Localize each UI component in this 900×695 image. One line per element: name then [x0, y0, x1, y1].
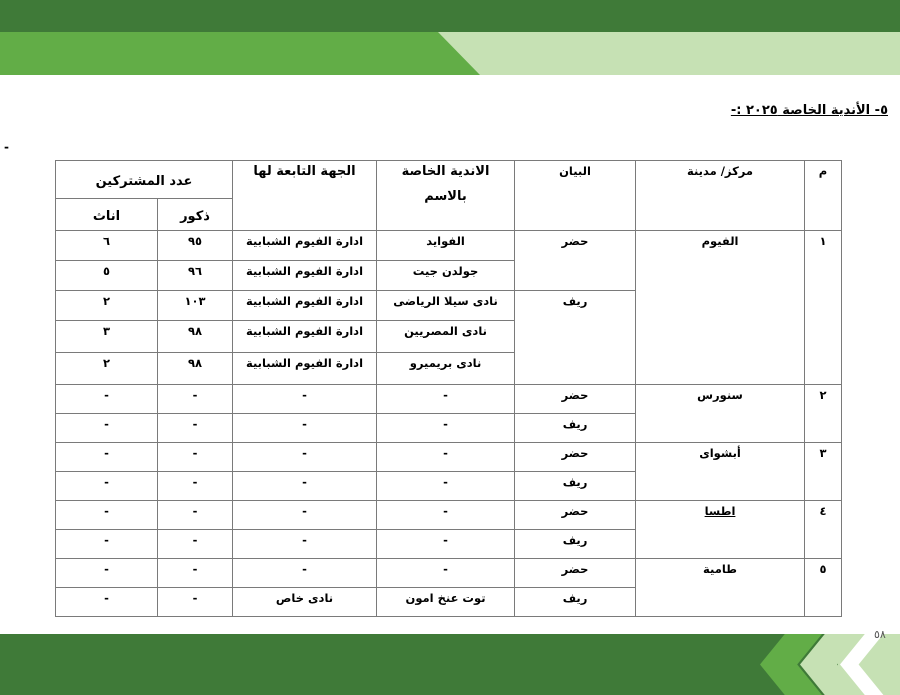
club-name: نادى بريميرو [377, 353, 515, 385]
male-count: ٩٦ [158, 261, 233, 291]
city-name: الفيوم [636, 231, 805, 385]
area-type: حضر [515, 501, 636, 530]
table-row [56, 501, 842, 530]
club-name: - [377, 472, 515, 501]
male-count: ٩٨ [158, 353, 233, 385]
female-count: ٢ [56, 353, 158, 385]
club-affiliation: ادارة الفيوم الشبابية [233, 321, 377, 353]
area-type: ريف [515, 291, 636, 385]
city-name: أبشواى [636, 443, 805, 501]
female-count: ٢ [56, 291, 158, 321]
female-count: ٦ [56, 231, 158, 261]
header-club-name-line2: بالاسم [424, 189, 467, 204]
club-affiliation: - [233, 559, 377, 588]
female-count: - [56, 385, 158, 414]
male-count: - [158, 472, 233, 501]
club-name: توت عنخ امون [377, 588, 515, 617]
female-count: ٥ [56, 261, 158, 291]
club-name: نادى المصريين [377, 321, 515, 353]
header-band-green [0, 32, 480, 75]
club-name: الفوايد [377, 231, 515, 261]
female-count: - [56, 501, 158, 530]
area-type: ريف [515, 588, 636, 617]
city-name: طامية [636, 559, 805, 617]
city-name: سنورس [636, 385, 805, 443]
club-affiliation: ادارة الفيوم الشبابية [233, 353, 377, 385]
table-row [56, 385, 842, 414]
header-band-light [438, 32, 900, 75]
header-female: اناث [56, 199, 158, 231]
row-number: ٣ [805, 443, 842, 501]
area-type: ريف [515, 472, 636, 501]
male-count: ٩٨ [158, 321, 233, 353]
area-type: حضر [515, 231, 636, 291]
stray-mark: - [4, 140, 9, 154]
city-name: اطسا [636, 501, 805, 559]
table-row [56, 443, 842, 472]
male-count: ٩٥ [158, 231, 233, 261]
area-type: حضر [515, 443, 636, 472]
club-affiliation: ادارة الفيوم الشبابية [233, 231, 377, 261]
club-name: جولدن جيت [377, 261, 515, 291]
row-number: ٢ [805, 385, 842, 443]
female-count: - [56, 559, 158, 588]
female-count: - [56, 414, 158, 443]
female-count: - [56, 472, 158, 501]
header-number: م [805, 161, 842, 231]
header-club-name-line1: الاندية الخاصة [401, 164, 490, 179]
club-name: - [377, 530, 515, 559]
club-affiliation: - [233, 530, 377, 559]
male-count: - [158, 501, 233, 530]
female-count: ٣ [56, 321, 158, 353]
table-row [56, 231, 842, 261]
header-type: البيان [515, 161, 636, 231]
private-clubs-table [55, 160, 842, 617]
club-name: - [377, 414, 515, 443]
club-affiliation: نادى خاص [233, 588, 377, 617]
area-type: ريف [515, 414, 636, 443]
area-type: حضر [515, 559, 636, 588]
female-count: - [56, 588, 158, 617]
header-band-dark [0, 0, 900, 32]
header-male: ذكور [158, 199, 233, 231]
female-count: - [56, 443, 158, 472]
area-type: حضر [515, 385, 636, 414]
row-number: ٤ [805, 501, 842, 559]
club-affiliation: - [233, 414, 377, 443]
club-name: - [377, 385, 515, 414]
area-type: ريف [515, 530, 636, 559]
table-row [56, 559, 842, 588]
club-affiliation: - [233, 501, 377, 530]
male-count: - [158, 559, 233, 588]
male-count: ١٠٣ [158, 291, 233, 321]
header-city: مركز/ مدينة [636, 161, 805, 231]
male-count: - [158, 443, 233, 472]
header-members: عدد المشتركين [56, 161, 233, 199]
male-count: - [158, 414, 233, 443]
page-number: ٥٨ [874, 628, 886, 641]
row-number: ١ [805, 231, 842, 385]
club-affiliation: - [233, 385, 377, 414]
club-affiliation: - [233, 443, 377, 472]
club-affiliation: ادارة الفيوم الشبابية [233, 291, 377, 321]
header-club-name [377, 161, 515, 231]
male-count: - [158, 530, 233, 559]
male-count: - [158, 385, 233, 414]
row-number: ٥ [805, 559, 842, 617]
male-count: - [158, 588, 233, 617]
club-name: - [377, 501, 515, 530]
club-name: - [377, 559, 515, 588]
club-name: نادى سيلا الرياضى [377, 291, 515, 321]
club-affiliation: - [233, 472, 377, 501]
club-name: - [377, 443, 515, 472]
section-title: ٥- الأندية الخاصة ٢٠٢٥ :- [730, 103, 888, 118]
header-affiliation: الجهة التابعة لها [233, 161, 377, 231]
female-count: - [56, 530, 158, 559]
club-affiliation: ادارة الفيوم الشبابية [233, 261, 377, 291]
